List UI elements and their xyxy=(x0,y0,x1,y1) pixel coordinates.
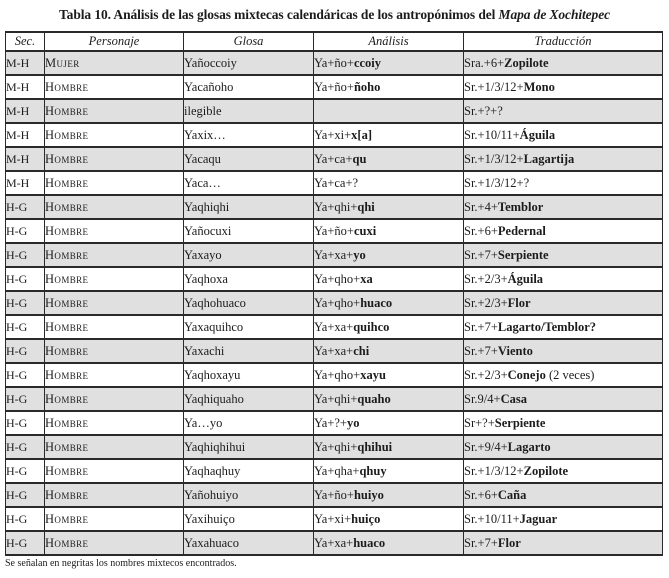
cell-glosa: Yaca… xyxy=(184,171,314,195)
table-row xyxy=(6,315,663,339)
cell-personaje: Hombre xyxy=(45,75,184,99)
table-row xyxy=(6,219,663,243)
glosas-table xyxy=(5,31,663,556)
cell-traduccion: Sr.+7+Lagarto/Temblor? xyxy=(464,315,663,339)
cell-glosa: Yaqhoxayu xyxy=(184,363,314,387)
cell-personaje: Hombre xyxy=(45,147,184,171)
cell-personaje: Hombre xyxy=(45,411,184,435)
table-row xyxy=(6,291,663,315)
cell-analisis: Ya+xi+huiço xyxy=(314,507,464,531)
header-personaje: Personaje xyxy=(45,32,184,51)
header-analisis: Análisis xyxy=(314,32,464,51)
table-row xyxy=(6,531,663,555)
cell-glosa: Yaqhaqhuy xyxy=(184,459,314,483)
table-row xyxy=(6,459,663,483)
cell-analisis: Ya+xa+yo xyxy=(314,243,464,267)
cell-traduccion: Sr.+1/3/12+Zopilote xyxy=(464,459,663,483)
cell-glosa: Yaxix… xyxy=(184,123,314,147)
cell-traduccion: Sr.+2/3+Águila xyxy=(464,267,663,291)
cell-glosa: Ya…yo xyxy=(184,411,314,435)
cell-analisis: Ya+ño+ñoho xyxy=(314,75,464,99)
cell-sec: H-G xyxy=(6,387,45,411)
cell-glosa: Yaxihuiço xyxy=(184,507,314,531)
table-body xyxy=(6,51,663,555)
cell-analisis: Ya+xi+x[a] xyxy=(314,123,464,147)
cell-sec: H-G xyxy=(6,483,45,507)
cell-traduccion: Sr.+?+? xyxy=(464,99,663,123)
header-sec: Sec. xyxy=(6,32,45,51)
cell-traduccion: Sr.+1/3/12+Lagartija xyxy=(464,147,663,171)
cell-glosa: Yaqhiqhi xyxy=(184,195,314,219)
table-row xyxy=(6,51,663,75)
cell-sec: H-G xyxy=(6,267,45,291)
cell-analisis: Ya+qho+xa xyxy=(314,267,464,291)
table-row xyxy=(6,387,663,411)
cell-traduccion: Sr.+1/3/12+Mono xyxy=(464,75,663,99)
cell-glosa: Yaxaquihco xyxy=(184,315,314,339)
cell-traduccion: Sr.+7+Serpiente xyxy=(464,243,663,267)
table-row xyxy=(6,99,663,123)
cell-glosa: Yañoccoiy xyxy=(184,51,314,75)
cell-analisis: Ya+ca+? xyxy=(314,171,464,195)
cell-personaje: Hombre xyxy=(45,99,184,123)
cell-analisis: Ya+xa+huaco xyxy=(314,531,464,555)
cell-analisis: Ya+qho+huaco xyxy=(314,291,464,315)
cell-personaje: Hombre xyxy=(45,219,184,243)
table-row xyxy=(6,195,663,219)
cell-analisis: Ya+ño+ccoiy xyxy=(314,51,464,75)
cell-sec: H-G xyxy=(6,339,45,363)
cell-traduccion: Sr.+9/4+Lagarto xyxy=(464,435,663,459)
cell-sec: M-H xyxy=(6,123,45,147)
table-title xyxy=(0,7,669,23)
cell-analisis: Ya+ño+cuxi xyxy=(314,219,464,243)
table-row xyxy=(6,75,663,99)
header-glosa: Glosa xyxy=(184,32,314,51)
cell-analisis: Ya+qhi+qhihui xyxy=(314,435,464,459)
cell-glosa: Yacaqu xyxy=(184,147,314,171)
cell-traduccion: Sr+?+Serpiente xyxy=(464,411,663,435)
cell-sec: H-G xyxy=(6,411,45,435)
cell-sec: M-H xyxy=(6,99,45,123)
cell-glosa: Yaxachi xyxy=(184,339,314,363)
table-footnote: Se señalan en negritas los nombres mixtecos encontrados. xyxy=(5,558,237,569)
cell-glosa: Yaqhiqhihui xyxy=(184,435,314,459)
cell-analisis xyxy=(314,99,464,123)
cell-personaje: Hombre xyxy=(45,483,184,507)
cell-sec: M-H xyxy=(6,51,45,75)
cell-personaje: Hombre xyxy=(45,195,184,219)
cell-traduccion: Sr.+10/11+Jaguar xyxy=(464,507,663,531)
cell-glosa: Yaqhiquaho xyxy=(184,387,314,411)
table-row xyxy=(6,483,663,507)
cell-sec: H-G xyxy=(6,435,45,459)
table-row xyxy=(6,339,663,363)
cell-sec: H-G xyxy=(6,243,45,267)
table-row xyxy=(6,435,663,459)
cell-analisis: Ya+qha+qhuy xyxy=(314,459,464,483)
cell-traduccion: Sr.+2/3+Flor xyxy=(464,291,663,315)
cell-sec: M-H xyxy=(6,75,45,99)
table-row xyxy=(6,123,663,147)
cell-personaje: Hombre xyxy=(45,315,184,339)
cell-traduccion: Sr.+6+Pedernal xyxy=(464,219,663,243)
table-row xyxy=(6,243,663,267)
cell-sec: M-H xyxy=(6,147,45,171)
cell-traduccion: Sra.+6+Zopilote xyxy=(464,51,663,75)
cell-glosa: Yaqhohuaco xyxy=(184,291,314,315)
cell-traduccion: Sr.+2/3+Conejo (2 veces) xyxy=(464,363,663,387)
cell-personaje: Hombre xyxy=(45,171,184,195)
cell-personaje: Hombre xyxy=(45,459,184,483)
cell-personaje: Hombre xyxy=(45,435,184,459)
cell-sec: H-G xyxy=(6,531,45,555)
cell-analisis: Ya+qho+xayu xyxy=(314,363,464,387)
table-row xyxy=(6,171,663,195)
cell-glosa: Yacañoho xyxy=(184,75,314,99)
cell-sec: M-H xyxy=(6,171,45,195)
cell-sec: H-G xyxy=(6,459,45,483)
header-traduccion: Traducción xyxy=(464,32,663,51)
cell-personaje: Hombre xyxy=(45,387,184,411)
cell-analisis: Ya+ño+huiyo xyxy=(314,483,464,507)
cell-glosa: Yañohuiyo xyxy=(184,483,314,507)
cell-analisis: Ya+qhi+quaho xyxy=(314,387,464,411)
cell-sec: H-G xyxy=(6,195,45,219)
table-title-text: Tabla 10. Análisis de las glosas mixtecas calendáricas de los antropónimos del xyxy=(59,7,499,22)
cell-traduccion: Sr.+4+Temblor xyxy=(464,195,663,219)
cell-traduccion: Sr.+7+Flor xyxy=(464,531,663,555)
cell-personaje: Hombre xyxy=(45,291,184,315)
cell-glosa: ilegible xyxy=(184,99,314,123)
cell-glosa: Yaqhoxa xyxy=(184,267,314,291)
table-row xyxy=(6,363,663,387)
cell-glosa: Yaxahuaco xyxy=(184,531,314,555)
cell-traduccion: Sr.+7+Viento xyxy=(464,339,663,363)
cell-glosa: Yaxayo xyxy=(184,243,314,267)
cell-sec: H-G xyxy=(6,363,45,387)
cell-personaje: Hombre xyxy=(45,507,184,531)
cell-personaje: Hombre xyxy=(45,123,184,147)
cell-personaje: Hombre xyxy=(45,339,184,363)
cell-analisis: Ya+qhi+qhi xyxy=(314,195,464,219)
table-row xyxy=(6,147,663,171)
cell-personaje: Hombre xyxy=(45,267,184,291)
cell-traduccion: Sr.+1/3/12+? xyxy=(464,171,663,195)
cell-glosa: Yañocuxi xyxy=(184,219,314,243)
cell-sec: H-G xyxy=(6,507,45,531)
header-row xyxy=(6,32,663,51)
cell-traduccion: Sr.+10/11+Águila xyxy=(464,123,663,147)
cell-analisis: Ya+xa+chi xyxy=(314,339,464,363)
table-title-italic: Mapa de Xochitepec xyxy=(498,7,610,22)
cell-personaje: Hombre xyxy=(45,243,184,267)
table-row xyxy=(6,507,663,531)
cell-analisis: Ya+?+yo xyxy=(314,411,464,435)
cell-personaje: Hombre xyxy=(45,531,184,555)
cell-sec: H-G xyxy=(6,315,45,339)
cell-analisis: Ya+ca+qu xyxy=(314,147,464,171)
cell-sec: H-G xyxy=(6,291,45,315)
table-header xyxy=(6,32,663,51)
table-row xyxy=(6,267,663,291)
cell-personaje: Mujer xyxy=(45,51,184,75)
cell-sec: H-G xyxy=(6,219,45,243)
cell-traduccion: Sr.9/4+Casa xyxy=(464,387,663,411)
cell-analisis: Ya+xa+quihco xyxy=(314,315,464,339)
cell-traduccion: Sr.+6+Caña xyxy=(464,483,663,507)
cell-personaje: Hombre xyxy=(45,363,184,387)
table-row xyxy=(6,411,663,435)
